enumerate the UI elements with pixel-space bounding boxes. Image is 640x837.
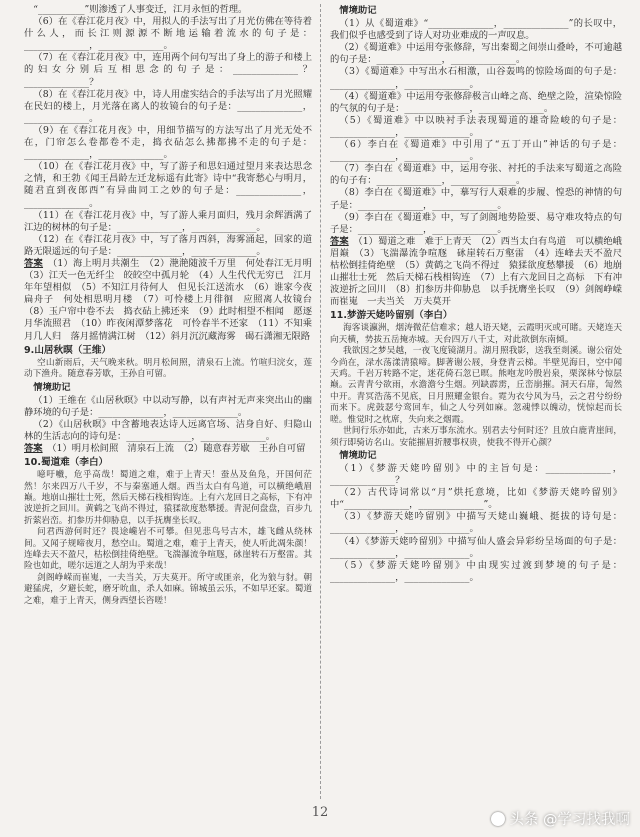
poem-title: 10.蜀道难（李白） bbox=[24, 457, 109, 469]
question-item: （1）《梦游天姥吟留别》中的主旨句是：______________，______________？ bbox=[330, 463, 622, 487]
poem-text: 问君西游何时还？畏途巉岩不可攀。但见悲鸟号古木，雄飞雌从绕林间。又闻子规啼夜月，愁空山。蜀道之难，难于上青天，使人听此凋朱颜！连峰去天不盈尺，枯松倒挂倚绝壁。飞湍瀑流争喧豗，砯崖转石万壑雷。其险也如此，嗟尔远道之人胡为乎来哉！ bbox=[24, 527, 312, 572]
answer-block bbox=[24, 443, 312, 455]
answer-block bbox=[330, 235, 632, 309]
question-item: （9）李白在《蜀道难》中，写了剑阁地势险要、易守难攻特点的句子是：______________，______________。 bbox=[330, 211, 622, 235]
question-item: （2）古代诗词常以“月”烘托意境，比如《梦游天姥吟留别》中“______________，______________”。 bbox=[330, 487, 622, 511]
poem-text: 剑阁峥嵘而崔嵬，一夫当关，万夫莫开。所守或匪亲，化为狼与豺。朝避猛虎，夕避长蛇，磨牙吮血，杀人如麻。锦城虽云乐，不如早还家。蜀道之难，难于上青天，侧身西望长咨嗟！ bbox=[24, 572, 312, 606]
poem-title: 9.山居秋暝（王维） bbox=[24, 344, 112, 356]
answer-label: 答案 bbox=[24, 443, 43, 454]
question-item: （7）在《春江花月夜》中，连用两个问句写出了身上的游子和楼上的妇女分别后互相思念的句子是：______________？______________？ bbox=[24, 52, 312, 88]
answer-label: 答案 bbox=[24, 257, 44, 269]
question-item: （3）《蜀道难》中写出水石相激，山谷轰鸣的惊险场面的句子是：______________，______________。 bbox=[330, 66, 622, 90]
question-item: （12）在《春江花月夜》中，写了落月西斜，海雾涌起，回家的道路无限遥远的句子是：______________，______________。 bbox=[24, 233, 312, 257]
question-item: （6）李白在《蜀道难》中引用了“五丁开山”神话的句子是：______________，______________。 bbox=[330, 139, 622, 163]
poem-text: 海客谈瀛洲，烟涛微茫信难求；越人语天姥，云霞明灭或可睹。天姥连天向天横，势拔五岳掩赤城。天台四万八千丈，对此欲倒东南倾。 bbox=[330, 323, 622, 345]
question-item: （1）王维在《山居秋暝》中以动写静，以有声衬无声来突出山的幽静环境的句子是：______________，______________。 bbox=[24, 394, 312, 418]
poem-text: 空山新雨后，天气晚来秋。明月松间照，清泉石上流。竹喧归浣女，莲动下渔舟。随意春芳歇，王孙自可留。 bbox=[24, 357, 312, 380]
left-column bbox=[24, 4, 322, 799]
question-item: （9）在《春江花月夜》中，用细节描写的方法写出了月光无处不在，门帘怎么卷都卷不走，捣衣砧怎么拂都拂不走的句子是：______________，______________。 bbox=[24, 124, 312, 161]
question-item: （8）李白在《蜀道难》中，摹写行人艰难的步履、惶恐的神情的句子是：______________，______________。 bbox=[330, 187, 622, 211]
answer-label: 答案 bbox=[330, 235, 349, 247]
question-item: （10）在《春江花月夜》中，写了游子和思妇通过望月来表达思念之情，和王勃《闻王昌龄左迁龙标遥有此寄》诗中“我寄愁心与明月，随君直到夜郎西”有异曲同工之妙的句子是：______________，______________。 bbox=[24, 161, 312, 209]
question-item: （7）李白在《蜀道难》中，运用夸张、衬托的手法来写蜀道之高险的句子有：______________，______________。 bbox=[330, 163, 622, 187]
poem-text: 世间行乐亦如此，古来万事东流水。别君去兮何时还？且放白鹿青崖间，须行即骑访名山。安能摧眉折腰事权贵，使我不得开心颜？ bbox=[330, 426, 622, 448]
watermark-text: 头条 @学习找我啊 bbox=[509, 812, 630, 828]
answer-block bbox=[24, 257, 322, 343]
right-column bbox=[330, 4, 632, 799]
question-item: （5）《蜀道难》中以映衬手法表现蜀道的雄奇险峻的句子是：______________，______________。 bbox=[330, 114, 622, 138]
section-heading: 情境助记 bbox=[33, 381, 71, 393]
question-item: （3）《梦游天姥吟留别》中描写天姥山巍峨、挺拔的诗句是：______________，______________。 bbox=[330, 511, 622, 535]
answer-text: （1）海上明月共潮生 （2）滟滟随波千万里 何处春江无月明 （3）江天一色无纤尘 皎皎空中孤月轮 （4）人生代代无穷已 江月年年望相似 （5）不知江月待何人 但见长江送流水 （6）谁家今夜扁舟子 何处相思明月楼 （7）可怜楼上月徘徊 应照离人妆镜台 （8）玉户帘中卷不去 捣衣砧上拂还来 （9）此时相望不相闻 愿逐月华流照君 （10）昨夜闲潭梦落花 可怜春半不还家 （11）不知乘月几人归 落月摇情满江树 （12）斜月沉沉藏海雾 碣石潇湘无限路 bbox=[24, 257, 322, 342]
question-item: （1）从《蜀道难》“______________，______________”的长叹中，我们似乎也感受到了诗人对功业难成的一声叹息。 bbox=[330, 18, 622, 42]
question-item: （6）在《春江花月夜》中，用拟人的手法写出了月光仿佛在等待着什么人，而长江则源源不断地运输着流水的句子是：______________，______________。 bbox=[24, 16, 312, 52]
column-divider bbox=[320, 4, 321, 799]
answer-text: （1）明月松间照 清泉石上流 （2）随意春芳歇 王孙自可留 bbox=[51, 443, 306, 454]
page-number: 12 bbox=[311, 805, 329, 820]
question-item: （4）《梦游天姥吟留别》中描写仙人盛会异彩纷呈场面的句子是：______________，______________。 bbox=[330, 535, 622, 559]
poem-text: 噫吁嚱，危乎高哉！蜀道之难，难于上青天！蚕丛及鱼凫，开国何茫然！尔来四万八千岁，不与秦塞通人烟。西当太白有鸟道，可以横绝峨眉巅。地崩山摧壮士死，然后天梯石栈相钩连。上有六龙回日之高标，下有冲波逆折之回川。黄鹤之飞尚不得过，猿猱欲度愁攀援。青泥何盘盘，百步九折萦岩峦。扪参历井仰胁息，以手抚膺坐长叹。 bbox=[24, 470, 312, 526]
watermark-logo-icon bbox=[491, 812, 505, 826]
question-item: “__________”则渗透了人事变迁，江月永恒的哲理。 bbox=[33, 4, 248, 15]
question-item: （8）在《春江花月夜》中，诗人用虚实结合的手法写出了月光照耀在民妇的楼上，月光落在离人的妆镜台的句子是：______________，______________。 bbox=[24, 88, 312, 124]
question-item: （11）在《春江花月夜》中，写了游人乘月面归，残月余辉洒满了江边的树林的句子是：______________，______________。 bbox=[24, 209, 312, 233]
question-item: （2）《山居秋暝》中含蓄地表达诗人远离官场、洁身自好、归隐山林的生活志向的诗句是：______________，______________。 bbox=[24, 418, 312, 442]
question-item: （5）《梦游天姥吟留别》中由现实过渡到梦境的句子是：______________，______________。 bbox=[330, 559, 622, 583]
question-item: （4）《蜀道难》中运用夸张修辞极言山峰之高、绝壁之险，渲染惊险的气氛的句子是：______________，______________。 bbox=[330, 90, 622, 114]
poem-title: 11.梦游天姥吟留别（李白） bbox=[330, 310, 453, 322]
section-heading: 情境助记 bbox=[339, 449, 377, 461]
poem-text: 我欲因之梦吴越，一夜飞度镜湖月。湖月照我影，送我至剡溪。谢公宿处今尚在，渌水荡漾清猿啼。脚著谢公屐，身登青云梯。半壁见海日，空中闻天鸡。千岩万转路不定，迷花倚石忽已暝。熊咆龙吟殷岩泉，栗深林兮惊层巅。云青青兮欲雨，水澹澹兮生烟。列缺霹雳，丘峦崩摧。洞天石扉，訇然中开。青冥浩荡不见底，日月照耀金银台。霓为衣兮风为马，云之君兮纷纷而来下。虎鼓瑟兮鸾回车，仙之人兮列如麻。忽魂悸以魄动，恍惊起而长嗟。惟觉时之枕席，失向来之烟霞。 bbox=[330, 346, 622, 425]
section-heading: 情境助记 bbox=[339, 5, 377, 16]
watermark bbox=[491, 808, 630, 829]
answer-text: （1）蜀道之难 难于上青天 （2）西当太白有鸟道 可以横绝峨眉巅 （3）飞湍瀑流争喧豗 砯崖转石万壑雷 （4）连峰去天不盈尺 枯松倒挂倚绝壁 （5）黄鹤之飞尚不得过 猿猱欲度愁攀援 （6）地崩山摧壮士死 然后天梯石栈相钩连 （7）上有六龙回日之高标 下有冲波逆折之回川 （8）扪参历井仰胁息 以手抚膺坐长叹 （9）剑阁峥嵘而崔嵬 一夫当关 万夫莫开 bbox=[330, 235, 632, 308]
question-item: （2）《蜀道难》中运用夸张修辞，写出秦蜀之间崇山叠岭，不可逾越的句子是：______________，______________。 bbox=[330, 42, 622, 66]
